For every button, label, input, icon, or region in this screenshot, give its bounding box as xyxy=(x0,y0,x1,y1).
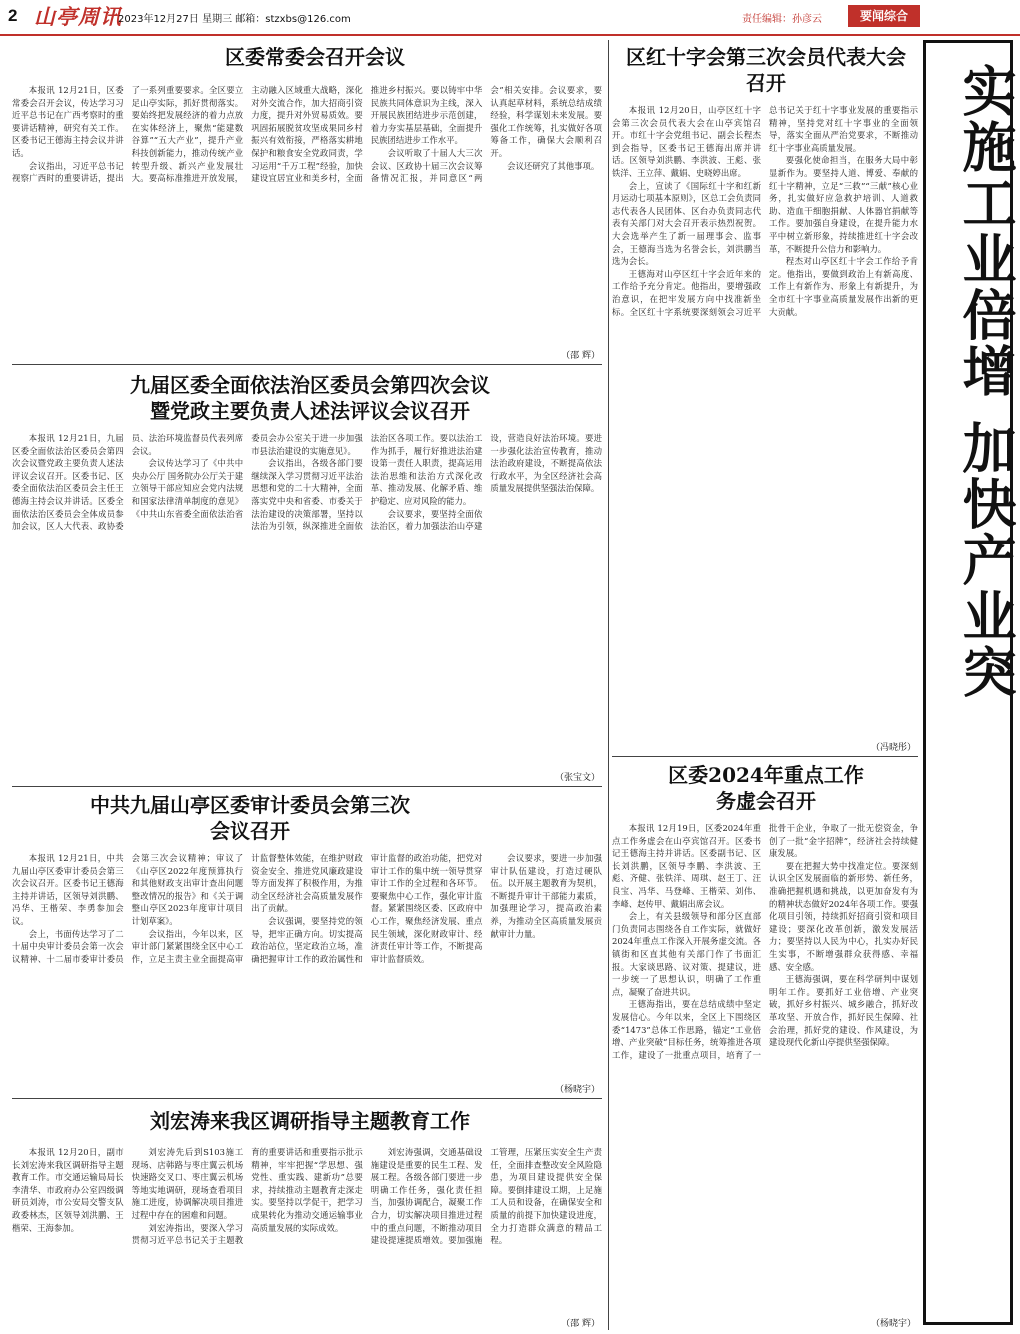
article-paragraph: 要强化使命担当，在服务大局中彰显新作为。要坚持人道、博爱、奉献的红十字精神，立足“三救”“三献”核心业务，扎实做好应急救护培训、人道救助、造血干细胞捐献、人体器官捐献等工作。要加强自身建设，在提升能力水平中树立新形象，持续推进红十字会改革，不断提升公信力和影响力。 xyxy=(769,155,918,254)
article-title xyxy=(20,372,600,424)
article-paragraph: 会议听取了十届人大三次会议、区政协十届三次会议筹备情况汇报，并同意区“两会”相关安排。会议要求，要认真起草材料，系统总结成绩经验，科学谋划未来发展。要强化工作统筹，扎实做好各项筹备工作，确保大会顺利召开。 xyxy=(370,85,602,184)
section-tag: 要闻综合 xyxy=(848,5,920,27)
article-paragraph: 会议还研究了其他事项。 xyxy=(507,160,600,171)
article-paragraph: 刘宏涛强调，交通基础设施建设是重要的民生工程、发展工程。各级各部门要进一步明确工作任务，强化责任担当，加强协调配合，凝聚工作合力，切实解决项目推进过程中的重点问题，不断推动项目建设提速提质增效。要加强施工管理，压紧压实安全生产责任，全面排查整改安全风险隐患，为项目建设提供安全保障。要倒排建设工期，上足施工人员和设备，在确保安全和质量的前提下加快建设进度，全力打造群众满意的精品工程。 xyxy=(370,1147,602,1246)
divider xyxy=(12,786,602,787)
article-body xyxy=(12,84,602,346)
article-byline: （邵 辉） xyxy=(561,351,600,361)
article-paragraph: 要在把握大势中找准定位。要深刻认识全区发展面临的新形势、新任务，准确把握机遇和挑战，以更加奋发有为的精神状态做好2024年各项工作。要强化项目引领，持续抓好招商引资和项目建设；要深化改革创新，激发发展活力；要坚持以人民为中心，扎实办好民生实事，不断增强群众获得感、幸福感、安全感。 xyxy=(769,860,918,972)
article-paragraph: 会议指出，各级各部门要继续深入学习贯彻习近平法治思想和党的二十大精神，全面落实党中央和省委、市委关于法治建设的决策部署，坚持以法治为引领，纵深推进全面依法治区各项工作。要以法治工作为抓手，履行好推进法治建设第一责任人职责，提高运用法治思维和法治方式深化改革、推动发展、化解矛盾、维护稳定、应对风险的能力。 xyxy=(251,433,483,532)
article-title-line: 九届区委全面依法治区委员会第四次会议 xyxy=(130,373,490,397)
divider xyxy=(608,40,609,1330)
article-body xyxy=(12,852,602,1078)
article-paragraph: 会上，有关县级领导和部分区直部门负责同志围绕各自工作实际，就做好2024年重点工作深入开展务虚交流。各镇街和区直其他有关部门作了书面汇报。大家谈思路、议对策、提建议，进一步统一了思想认识，明确了工作重点，凝聚了奋进共识。 xyxy=(612,911,761,997)
article-title: 区委常委会召开会议 xyxy=(225,45,405,69)
article-body xyxy=(612,822,918,1312)
article-paragraph: 刘宏涛指出，要深入学习贯彻习近平总书记关于主题教育的重要讲话和重要指示批示精神，牢牢把握“学思想、强党性、重实践、建新功”总要求，持续推动主题教育走深走实。要坚持以学促干，把学习成果转化为推动交通运输事业高质量发展的实际成效。 xyxy=(131,1147,363,1246)
article-paragraph: 程杰对山亭区红十字会工作给予肯定。他指出，要做到政治上有新高度、工作上有新作为、形象上有新提升，为全市红十字事业高质量发展作出新的更大贡献。 xyxy=(769,256,918,317)
slogan-text: 实施工业倍增 加快产业突 xyxy=(954,63,1017,700)
article-paragraph: 刘宏涛先后到S103施工现场、店韩路与枣庄翼云机场快速路交叉口、枣庄翼云机场等地实地调研，现场查看项目施工进度，协调解决项目推进过程中存在的困难和问题。 xyxy=(131,1147,244,1220)
article-paragraph: 会上，宣读了《国际红十字和红新月运动七项基本原则》，区总工会负责同志代表各人民团体、区台办负责同志代表有关部门对大会召开表示热烈祝贺。大会选举产生了新一届理事会、监事会，王德海当选为名誉会长，刘洪鹏当选为会长。 xyxy=(612,180,761,267)
article-byline: （张宝文） xyxy=(554,773,600,783)
article-paragraph: 王德海对山亭区红十字会近年来的工作给予充分肯定。他指出，要增强政治意识，在把牢发展方向中找准新坐标。全区红十字系统要深刻领会习近平总书记关于红十字事业发展的重要指示精神，坚持党对红十字事业的全面领导，落实全面从严治党要求，不断推动红十字事业高质量发展。 xyxy=(612,105,918,317)
article-paragraph: 会议指出，习近平总书记视察广西时的重要讲话，提出了一系列重要要求。全区要立足山亭实际，抓好贯彻落实。要始终把发展经济的着力点放在实体经济上，聚焦“能建数谷算”“五大产业”，提升产业科技创新能力，推动传统产业转型升级、新兴产业发展壮大。要高标准推进开放发展，主动融入区域重大战略，深化对外交流合作，加大招商引资力度，提升对外贸易质效。要巩固拓展脱贫攻坚成果同乡村振兴有效衔接，严格落实耕地保护和粮食安全党政同责，学习运用“千万工程”经验，加快建设宜居宜业和美乡村，全面推进乡村振兴。要以铸牢中华民族共同体意识为主线，深入开展民族团结进步示范创建，着力夯实基层基础，全面提升民族团结进步工作水平。 xyxy=(12,85,483,184)
paper-name-logo: 山亭周讯 xyxy=(34,4,122,29)
article-title: 区红十字会第三次会员代表大会召开 xyxy=(626,45,906,95)
article-title xyxy=(40,792,460,844)
date-line: 2023年12月27日 星期三 邮箱：stzxbs@126.com xyxy=(118,14,351,25)
article-paragraph: 会议要求，要进一步加强审计队伍建设，打造过硬队伍。以开展主题教育为契机，不断提升审计干部能力素质，加强理论学习，提高政治素养，为推动全区高质量发展贡献审计力量。 xyxy=(490,853,602,939)
article-paragraph: 本报讯 12月21日，区委常委会召开会议，传达学习习近平总书记在广西考察时的重要讲话精神，研究有关工作。区委书记王德海主持会议并讲话。 xyxy=(12,85,124,158)
article-body xyxy=(12,1146,602,1316)
article-title-line: 区委2024年重点工作 xyxy=(668,763,864,787)
article-byline: （冯晓彤） xyxy=(870,743,916,753)
article-body xyxy=(612,104,918,720)
article-paragraph: 本报讯 12月20日，副市长刘宏涛来我区调研指导主题教育工作。市交通运输局局长李清华、市政府办公室四级调研员刘涛，市公安局交警支队政委林杰，区领导刘洪鹏、王楷荣、王海参加。 xyxy=(12,1147,124,1233)
article-byline: （邵 辉） xyxy=(561,1319,600,1329)
article-paragraph: 王德海指出，要在总结成绩中坚定发展信心。今年以来，全区上下围绕区委“1473”总体工作思路，锚定“工业倍增、产业突破”目标任务，统筹推进各项工作，建设了一批重点项目，培育了一批骨干企业，争取了一批无偿资金，争创了一批“金字招牌”，经济社会持续健康发展。 xyxy=(612,823,918,1060)
article-title-line: 务虚会召开 xyxy=(716,789,816,813)
article-byline: （杨晓宇） xyxy=(870,1319,916,1329)
article-paragraph: 本报讯 12月20日，山亭区红十字会第三次会员代表大会在山亭宾馆召开。市红十字会党组书记、副会长程杰到会指导，区委书记王德海出席并讲话。区领导刘洪鹏、李洪波、王彪、张铁洋、王立萍、戴娟、史晓婷出席。 xyxy=(612,105,761,178)
article-paragraph: 会议要求，要坚持全面依法治区，着力加强法治山亭建设，营造良好法治环境。要进一步强化法治宣传教育，推动法治政府建设，不断提高依法行政水平，为全区经济社会高质量发展提供坚强法治保障。 xyxy=(370,433,602,532)
article-paragraph: 会上，书面传达学习了二十届中央审计委员会第一次会议精神、十二届市委审计委员会第三次会议精神；审议了《山亭区2022年度预算执行和其他财政支出审计查出问题整改情况的报告》和《关于调整山亭区2023年度审计项目计划草案》。 xyxy=(12,853,244,964)
article-paragraph: 本报讯 12月21日，中共九届山亭区委审计委员会第三次会议召开。区委书记王德海主持并讲话，区领导刘洪鹏、冯华、王楷荣、李勇参加会议。 xyxy=(12,853,124,926)
editor-line: 责任编辑：孙彦云 xyxy=(742,14,822,25)
article-title-line: 中共九届山亭区委审计委员会第三次 xyxy=(90,793,410,817)
slogan-banner xyxy=(923,40,1017,1325)
article-title: 刘宏涛来我区调研指导主题教育工作 xyxy=(150,1109,470,1133)
article-paragraph: 本报讯 12月21日，九届区委全面依法治区委员会第四次会议暨党政主要负责人述法评议会议召开。区委书记、区委全面依法治区委员会主任王德海主持会议并讲话。区委全面依法治区委员会全体成员参加会议，区人大代表、政协委员、法治环境监督员代表列席会议。 xyxy=(12,433,244,532)
article-paragraph: 本报讯 12月19日，区委2024年重点工作务虚会在山亭宾馆召开。区委书记王德海主持并讲话。区委副书记、区长刘洪鹏，区领导李鹏、李洪波、王彪、齐健、张铁洋、周琪、赵王丁、汪良宝、冯华、马登峰、王楷荣、刘伟、李峰、赵传甲、戴娟出席会议。 xyxy=(612,823,761,909)
divider xyxy=(12,364,602,365)
article-title xyxy=(622,762,910,814)
article-byline: （杨晓宇） xyxy=(554,1085,600,1095)
divider xyxy=(612,756,918,757)
article-title-line: 会议召开 xyxy=(210,819,290,843)
article-title-line: 暨党政主要负责人述法评议会议召开 xyxy=(150,399,470,423)
article-paragraph: 王德海强调，要在科学研判中谋划明年工作。要抓好工业倍增、产业突破，抓好乡村振兴、城乡融合，抓好改革攻坚、开放合作，抓好民生保障、社会治理，抓好党的建设、作风建设，为建设现代化新山亭提供坚强保障。 xyxy=(769,974,918,1048)
article-paragraph: 会议指出，今年以来，区审计部门紧紧围绕全区中心工作，立足主责主业全面提高审计监督整体效能，在维护财政资金安全、推进党风廉政建设等方面发挥了积极作用，为推动全区经济社会高质量发展作出了贡献。 xyxy=(131,853,363,964)
page-number: 2 xyxy=(8,6,18,25)
article-paragraph: 会议强调，要坚持党的领导，把牢正确方向。切实提高政治站位，坚定政治立场，准确把握审计工作的政治属性和审计监督的政治功能，把党对审计工作的集中统一领导贯穿审计工作的全过程和各环节。要聚焦中心工作，强化审计监督。紧紧围绕区委、区政府中心工作，聚焦经济发展、重点民生领域，深化财政审计、经济责任审计等工作，不断提高审计监督质效。 xyxy=(251,853,483,964)
article-body xyxy=(12,432,602,764)
divider xyxy=(12,1098,602,1099)
article-paragraph: 会议传达学习了《中共中央办公厅 国务院办公厅关于建立领导干部应知应会党内法规和国家法律清单制度的意见》《中共山东省委全面依法治省委员会办公室关于进一步加强市县法治建设的实施意见》。 xyxy=(131,433,363,519)
